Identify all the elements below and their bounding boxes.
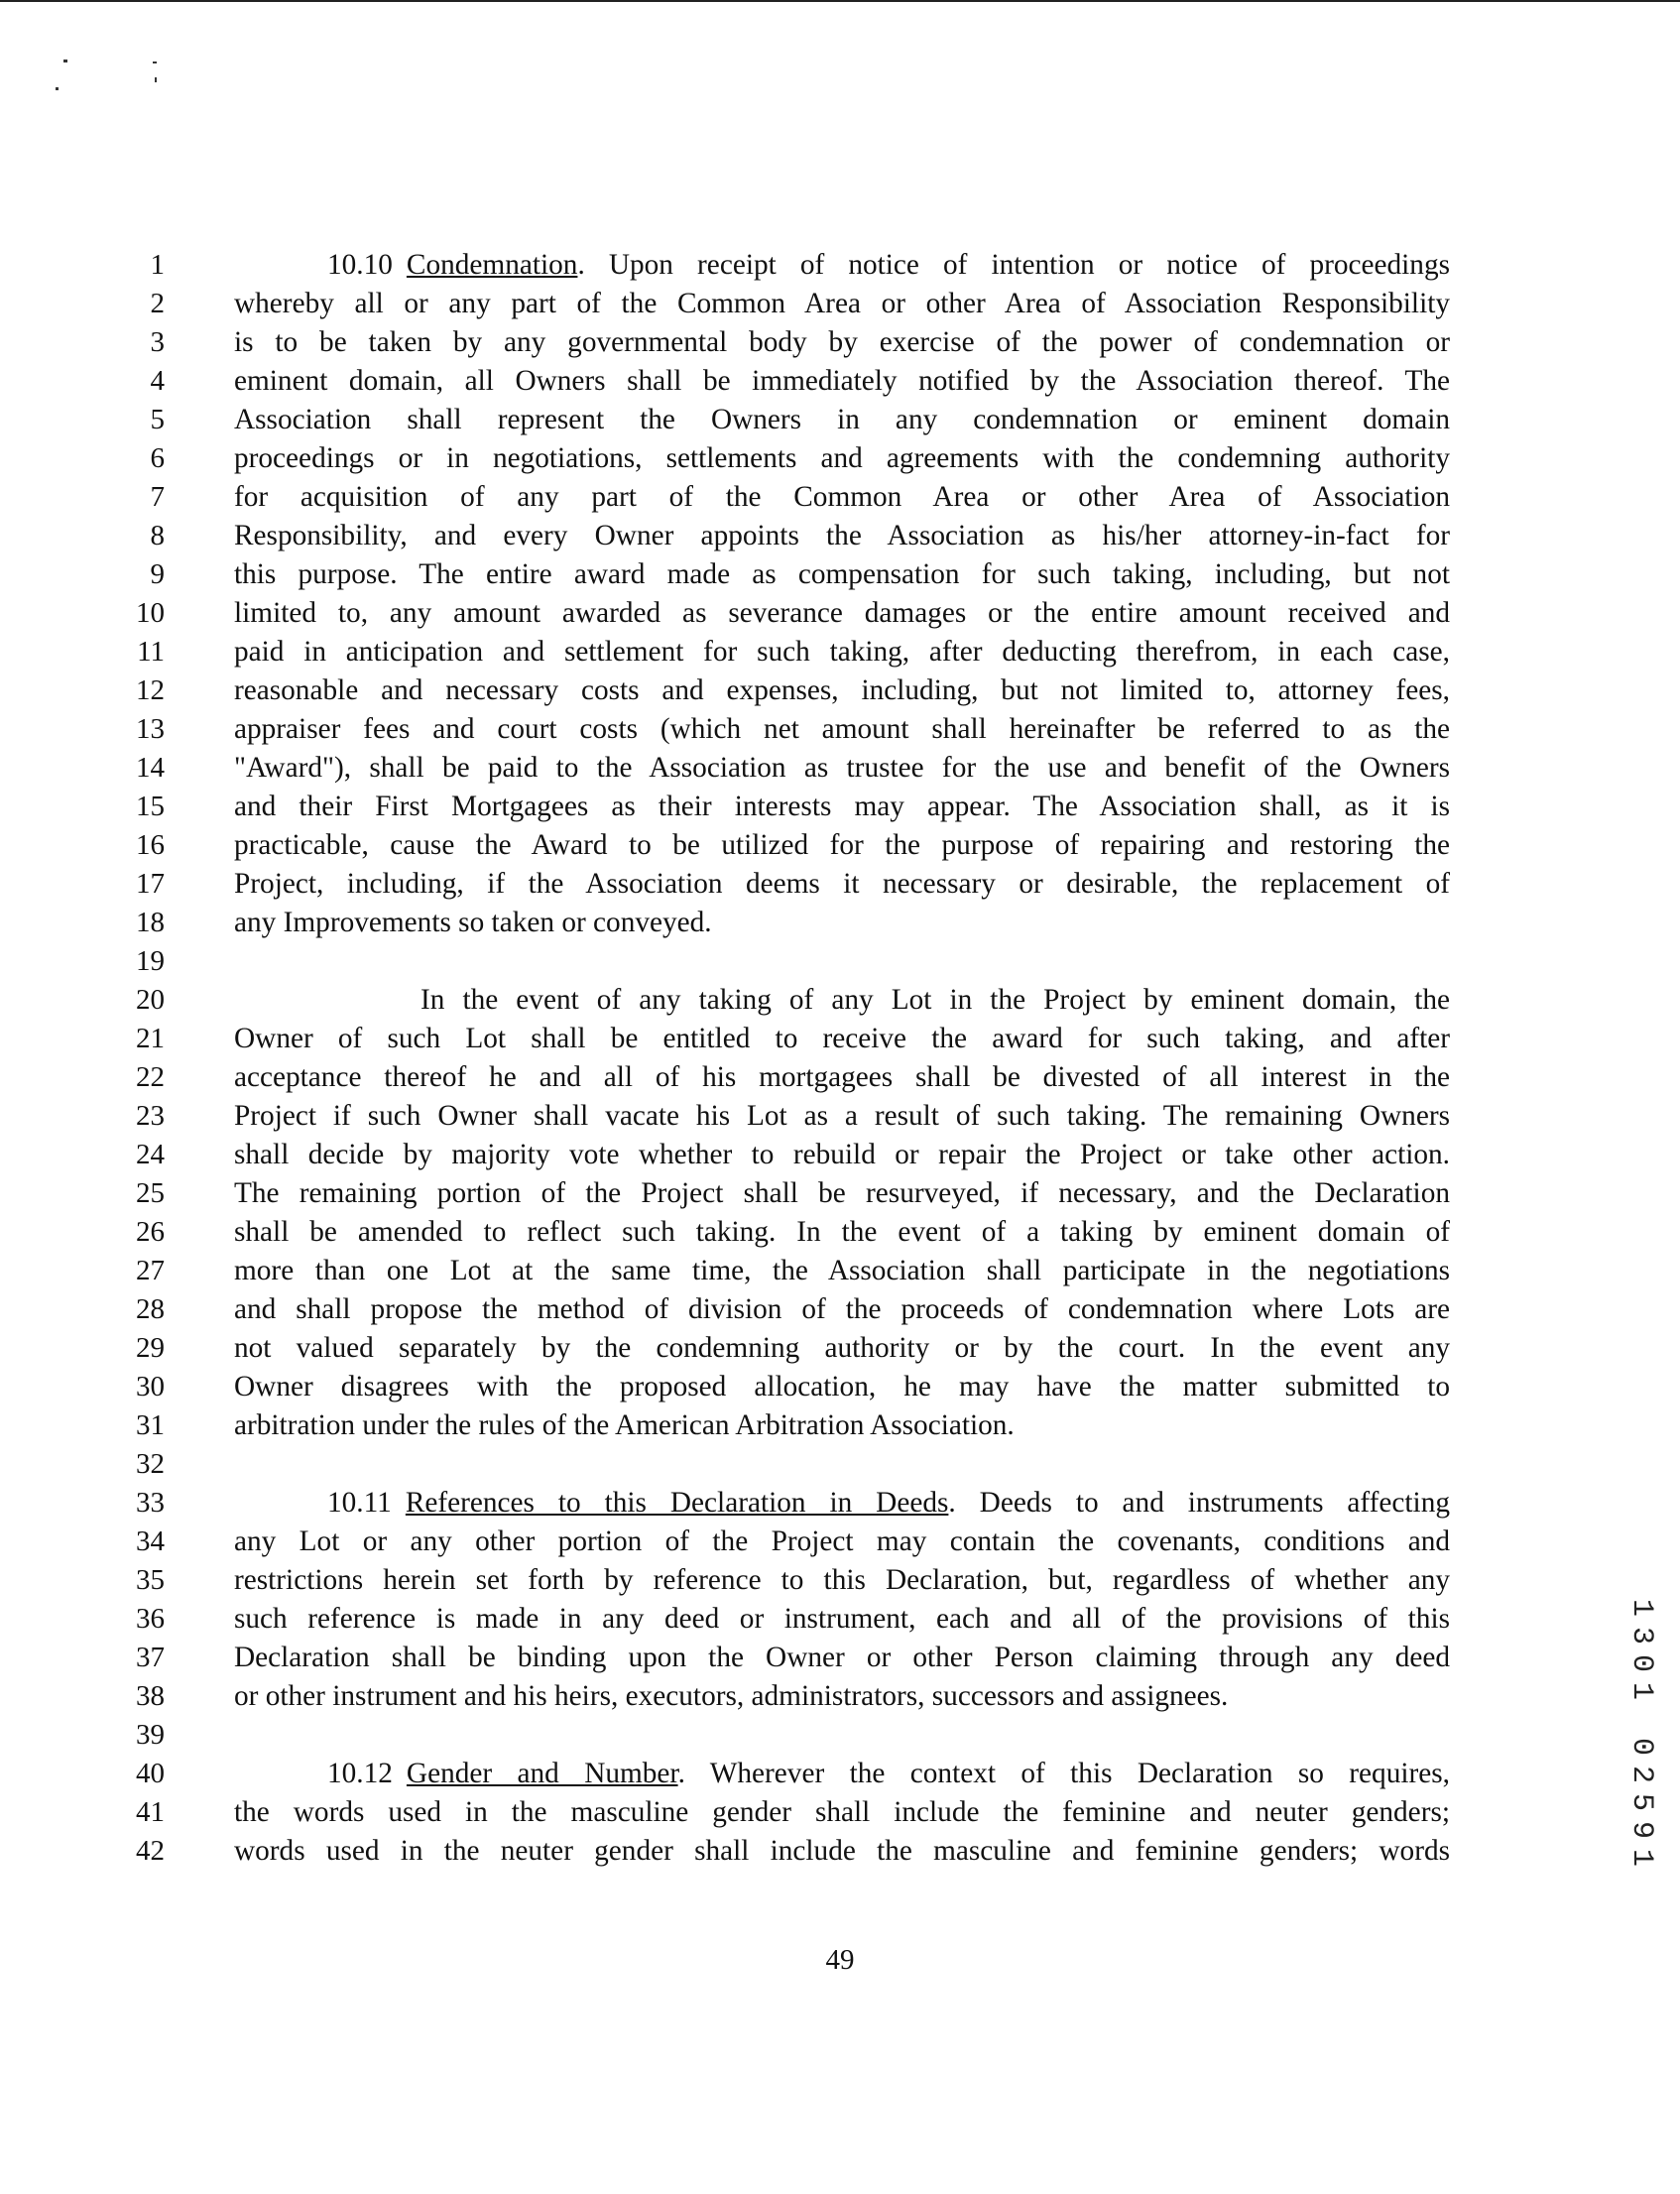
section-number: 10.10 xyxy=(327,249,393,281)
line-number: 35 xyxy=(136,1564,165,1596)
blank-line xyxy=(234,942,1450,981)
line-number: 27 xyxy=(136,1255,165,1286)
text-line: is to be taken by any governmental body by exercise of the power of condemnation or xyxy=(234,326,1450,358)
scan-speck xyxy=(56,87,59,90)
text-line: shall be amended to reflect such taking. In the event of a taking by eminent domain of xyxy=(234,1216,1450,1248)
text-line: Responsibility, and every Owner appoints the Association as his/her attorney-in-fact for xyxy=(234,520,1450,551)
line-number: 16 xyxy=(136,829,165,861)
text-line: Declaration shall be binding upon the Owner or other Person claiming through any deed xyxy=(234,1642,1450,1673)
line-number: 15 xyxy=(136,791,165,822)
line-number: 33 xyxy=(136,1487,165,1519)
text-line: not valued separately by the condemning authority or by the court. In the event any xyxy=(234,1332,1450,1364)
text-line: appraiser fees and court costs (which net amount shall hereinafter be referred to as the xyxy=(234,713,1450,745)
line-number: 1 xyxy=(150,249,165,281)
line-number: 11 xyxy=(137,636,165,668)
line-number: 14 xyxy=(136,752,165,784)
text-line: any Lot or any other portion of the Project may contain the covenants, conditions and xyxy=(234,1525,1450,1557)
line-number: 18 xyxy=(136,907,165,938)
text-line: words used in the neuter gender shall include the masculine and feminine genders; words xyxy=(234,1835,1450,1867)
text-line: Owner of such Lot shall be entitled to receive the award for such taking, and after xyxy=(234,1023,1450,1054)
line-number: 25 xyxy=(136,1177,165,1209)
text-line: practicable, cause the Award to be utilized for the purpose of repairing and restoring the xyxy=(234,829,1450,861)
top-border xyxy=(0,0,1680,2)
line-number: 24 xyxy=(136,1139,165,1170)
text-line: "Award"), shall be paid to the Association as trustee for the use and benefit of the Owners xyxy=(234,752,1450,784)
line-number: 12 xyxy=(136,674,165,706)
text-line-content: . Upon receipt of notice of intention or notice of proceedings xyxy=(577,249,1450,281)
text-line: proceedings or in negotiations, settlements and agreements with the condemning authority xyxy=(234,442,1450,474)
line-number: 19 xyxy=(136,945,165,977)
section-heading: Gender and Number xyxy=(406,1758,678,1789)
text-line: Association shall represent the Owners in any condemnation or eminent domain xyxy=(234,404,1450,435)
text-line: The remaining portion of the Project shall be resurveyed, if necessary, and the Declaration xyxy=(234,1177,1450,1209)
line-number: 9 xyxy=(150,558,165,590)
text-line: this purpose. The entire award made as compensation for such taking, including, but not xyxy=(234,558,1450,590)
line-number: 3 xyxy=(150,326,165,358)
text-line: for acquisition of any part of the Common Area or other Area of Association xyxy=(234,481,1450,513)
line-number: 17 xyxy=(136,868,165,900)
line-number: 22 xyxy=(136,1061,165,1093)
text-line: reasonable and necessary costs and expenses, including, but not limited to, attorney fees, xyxy=(234,674,1450,706)
line-number: 40 xyxy=(136,1758,165,1789)
text-line: Project if such Owner shall vacate his Lot as a result of such taking. The remaining Owners xyxy=(234,1100,1450,1132)
line-number: 41 xyxy=(136,1796,165,1828)
line-number: 36 xyxy=(136,1603,165,1635)
section-number: 10.11 xyxy=(327,1487,392,1519)
line-number: 28 xyxy=(136,1293,165,1325)
text-line-content: . Deeds to and instruments affecting xyxy=(948,1487,1450,1519)
line-number: 10 xyxy=(136,597,165,629)
line-number: 37 xyxy=(136,1642,165,1673)
line-number: 32 xyxy=(136,1448,165,1480)
line-number: 23 xyxy=(136,1100,165,1132)
line-number: 13 xyxy=(136,713,165,745)
text-line: and shall propose the method of division of the proceeds of condemnation where Lots are xyxy=(234,1293,1450,1325)
text-line: shall decide by majority vote whether to rebuild or repair the Project or take other action. xyxy=(234,1139,1450,1170)
line-number: 26 xyxy=(136,1216,165,1248)
line-number: 39 xyxy=(136,1719,165,1751)
text-line: arbitration under the rules of the American Arbitration Association. xyxy=(234,1409,1015,1441)
line-number: 7 xyxy=(150,481,165,513)
recording-stamp: 1301 02591 xyxy=(1624,1599,1658,1878)
scan-speck xyxy=(155,77,157,82)
page-number: 49 xyxy=(825,1944,855,1976)
text-line: the words used in the masculine gender shall include the feminine and neuter genders; xyxy=(234,1796,1450,1828)
text-line-content: . Wherever the context of this Declaration so requires, xyxy=(677,1758,1450,1789)
line-number: 5 xyxy=(150,404,165,435)
text-line: and their First Mortgagees as their interests may appear. The Association shall, as it is xyxy=(234,791,1450,822)
document-body xyxy=(234,246,1450,1871)
text-line: restrictions herein set forth by reference to this Declaration, but, regardless of whether any xyxy=(234,1564,1450,1596)
text-line: Owner disagrees with the proposed allocation, he may have the matter submitted to xyxy=(234,1371,1450,1402)
line-number: 4 xyxy=(150,365,165,397)
line-number: 8 xyxy=(150,520,165,551)
text-line: whereby all or any part of the Common Area or other Area of Association Responsibility xyxy=(234,288,1450,319)
section-heading: References to this Declaration in Deeds xyxy=(405,1487,949,1519)
scan-speck xyxy=(63,60,67,62)
text-line: paid in anticipation and settlement for such taking, after deducting therefrom, in each case, xyxy=(234,636,1450,668)
text-line: more than one Lot at the same time, the Association shall participate in the negotiations xyxy=(234,1255,1450,1286)
section-number: 10.12 xyxy=(327,1758,393,1789)
text-line: or other instrument and his heirs, executors, administrators, successors and assignees. xyxy=(234,1680,1229,1712)
line-number: 42 xyxy=(136,1835,165,1867)
text-line: Project, including, if the Association deems it necessary or desirable, the replacement of xyxy=(234,868,1450,900)
blank-line xyxy=(234,1445,1450,1484)
line-number: 31 xyxy=(136,1409,165,1441)
line-number: 30 xyxy=(136,1371,165,1402)
text-line: any Improvements so taken or conveyed. xyxy=(234,907,712,938)
text-line: acceptance thereof he and all of his mortgagees shall be divested of all interest in the xyxy=(234,1061,1450,1093)
line-number: 2 xyxy=(150,288,165,319)
text-line xyxy=(234,246,1450,285)
text-line: In the event of any taking of any Lot in the Project by eminent domain, the xyxy=(420,984,1450,1016)
text-line: eminent domain, all Owners shall be immediately notified by the Association thereof. The xyxy=(234,365,1450,397)
line-number: 6 xyxy=(150,442,165,474)
blank-line xyxy=(234,1716,1450,1755)
scan-speck xyxy=(153,61,157,63)
line-number: 34 xyxy=(136,1525,165,1557)
line-number: 21 xyxy=(136,1023,165,1054)
line-number-column xyxy=(119,246,165,1871)
text-line xyxy=(234,1755,1450,1793)
line-number: 38 xyxy=(136,1680,165,1712)
line-number: 20 xyxy=(136,984,165,1016)
line-number: 29 xyxy=(136,1332,165,1364)
text-line: limited to, any amount awarded as severance damages or the entire amount received and xyxy=(234,597,1450,629)
text-line: such reference is made in any deed or instrument, each and all of the provisions of this xyxy=(234,1603,1450,1635)
section-heading: Condemnation xyxy=(406,249,578,281)
text-line xyxy=(234,1484,1450,1523)
